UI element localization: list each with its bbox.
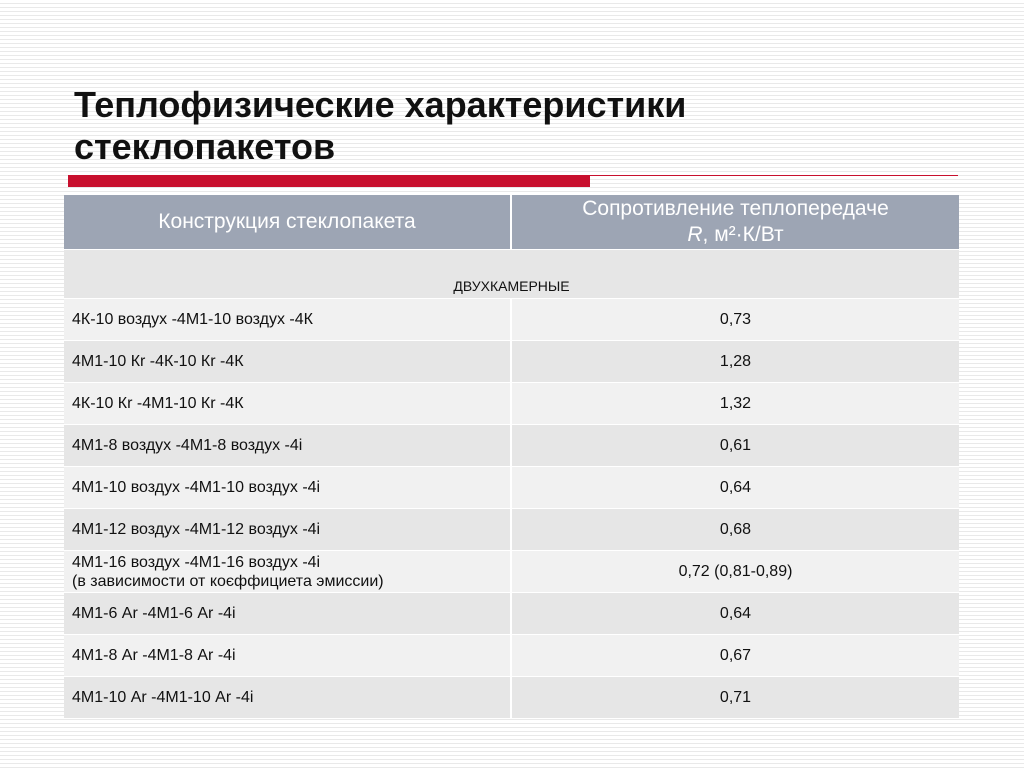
resistance-cell: 0,72 (0,81-0,89)	[511, 551, 959, 593]
table-row	[64, 593, 959, 635]
construction-cell: 4М1-8 воздух -4М1-8 воздух -4i	[64, 425, 511, 467]
resistance-cell: 0,71	[511, 677, 959, 719]
table-row	[64, 467, 959, 509]
construction-cell: 4К-10 Кr -4М1-10 Кr -4К	[64, 383, 511, 425]
slide-title	[74, 84, 954, 168]
accent-bar	[68, 175, 590, 187]
construction-cell	[64, 551, 511, 593]
construction-cell: 4М1-8 Ar -4М1-8 Ar -4i	[64, 635, 511, 677]
resistance-unit: , м²·К/Вт	[702, 223, 784, 246]
construction-cell: 4М1-10 Ar -4М1-10 Ar -4i	[64, 677, 511, 719]
resistance-cell: 1,32	[511, 383, 959, 425]
construction-cell: 4М1-6 Ar -4М1-6 Ar -4i	[64, 593, 511, 635]
column-header-resistance-line-2	[687, 223, 783, 246]
construction-text: 4М1-16 воздух -4М1-16 воздух -4i	[72, 553, 321, 571]
resistance-cell: 0,61	[511, 425, 959, 467]
resistance-cell: 0,68	[511, 509, 959, 551]
slide-title-line-1: Теплофизические характеристики	[74, 84, 687, 125]
resistance-cell: 1,28	[511, 341, 959, 383]
construction-cell: 4М1-10 воздух -4М1-10 воздух -4i	[64, 467, 511, 509]
resistance-cell: 0,73	[511, 299, 959, 341]
table-row	[64, 677, 959, 719]
column-header-construction: Конструкция стеклопакета	[64, 195, 511, 250]
accent-rule	[590, 175, 958, 176]
column-header-resistance	[511, 195, 959, 250]
table-header-row	[64, 195, 959, 250]
construction-cell: 4М1-12 воздух -4М1-12 воздух -4i	[64, 509, 511, 551]
resistance-cell: 0,64	[511, 467, 959, 509]
group-label: ДВУХКАМЕРНЫЕ	[64, 250, 959, 299]
table-row	[64, 425, 959, 467]
construction-cell: 4М1-10 Кr -4К-10 Кr -4К	[64, 341, 511, 383]
table-row	[64, 551, 959, 593]
table-row	[64, 635, 959, 677]
table-row	[64, 509, 959, 551]
resistance-cell: 0,67	[511, 635, 959, 677]
characteristics-table	[64, 195, 959, 718]
resistance-cell: 0,64	[511, 593, 959, 635]
resistance-symbol: R	[687, 223, 703, 246]
characteristics-table-container	[64, 195, 959, 715]
slide-title-line-2: стеклопакетов	[74, 126, 336, 167]
group-row	[64, 250, 959, 299]
table-row	[64, 383, 959, 425]
column-header-resistance-line-1: Сопротивление теплопередаче	[582, 197, 889, 220]
construction-cell: 4К-10 воздух -4М1-10 воздух -4К	[64, 299, 511, 341]
table-row	[64, 341, 959, 383]
table-row	[64, 299, 959, 341]
construction-note: (в зависимости от коєффициета эмиссии)	[72, 572, 384, 590]
